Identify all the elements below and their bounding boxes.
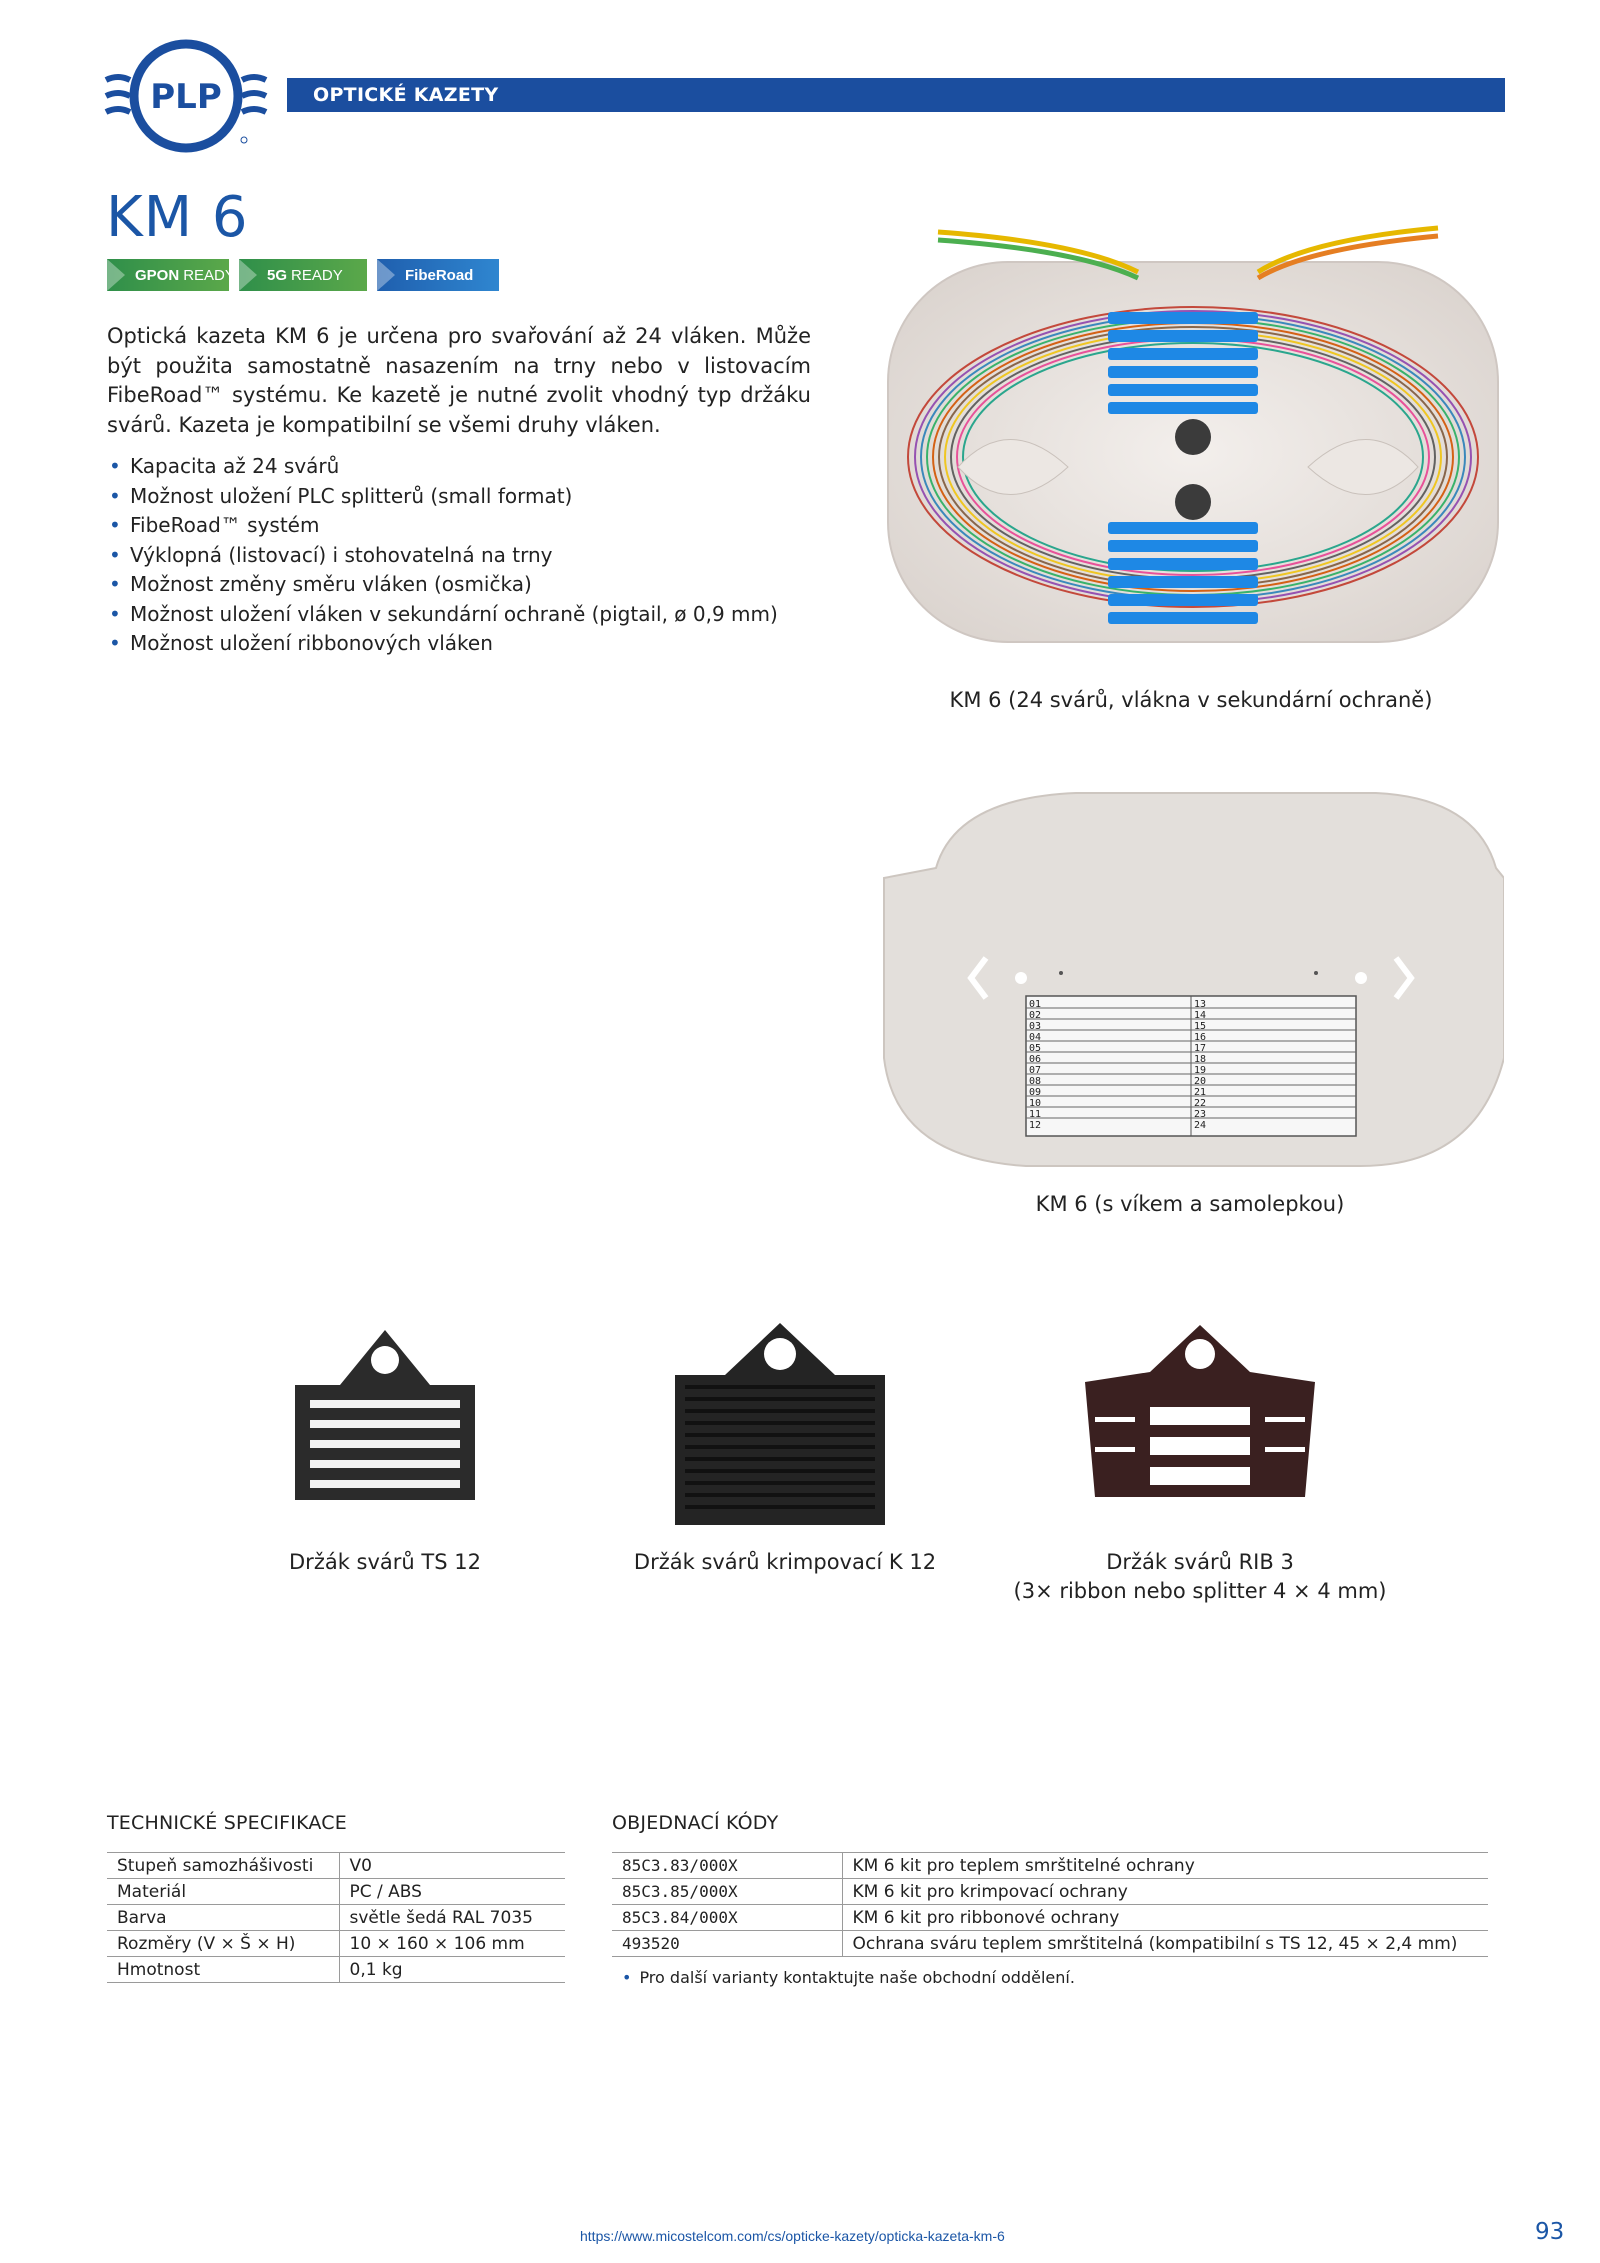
specs-title: TECHNICKÉ SPECIFIKACE <box>107 1812 347 1834</box>
cassette-lid-caption: KM 6 (s víkem a samolepkou) <box>1035 1192 1345 1216</box>
lid-number: 19 <box>1194 1065 1207 1076</box>
footer-url-link[interactable]: https://www.micostelcom.com/cs/opticke-kazety/opticka-kazeta-km-6 <box>580 2228 1005 2244</box>
badge-row <box>107 259 499 291</box>
lid-number: 23 <box>1194 1109 1207 1120</box>
orders-table <box>612 1852 1488 1957</box>
lid-number: 08 <box>1029 1076 1042 1087</box>
holder-ts12-photo <box>290 1325 480 1505</box>
feature-item: • FibeRoad™ systém <box>107 511 778 541</box>
lid-number: 22 <box>1194 1098 1207 1109</box>
feature-item: • Možnost uložení ribbonových vláken <box>107 629 778 659</box>
feature-item: • Možnost uložení PLC splitterů (small format) <box>107 482 778 512</box>
holder-rib3-photo <box>1080 1322 1320 1502</box>
table-row: Barva světle šedá RAL 7035 <box>107 1905 565 1931</box>
lid-number: 03 <box>1029 1021 1042 1032</box>
5g-ready-badge: 5G READY <box>239 259 367 291</box>
feature-item: • Výklopná (listovací) i stohovatelná na trny <box>107 541 778 571</box>
lid-number: 01 <box>1029 999 1042 1010</box>
gpon-ready-badge: GPON READY <box>107 259 229 291</box>
lid-number: 13 <box>1194 999 1207 1010</box>
lid-number: 12 <box>1029 1120 1042 1131</box>
lid-number: 18 <box>1194 1054 1207 1065</box>
holder-rib3-caption-line1: Držák svárů RIB 3 <box>1106 1550 1294 1574</box>
holder-k12-photo <box>670 1320 890 1530</box>
lid-number: 10 <box>1029 1098 1042 1109</box>
orders-note: • Pro další varianty kontaktujte naše obchodní oddělení. <box>622 1968 1075 1987</box>
lid-number: 02 <box>1029 1010 1042 1021</box>
lid-number: 06 <box>1029 1054 1042 1065</box>
table-row: 493520 Ochrana sváru teplem smrštitelná (kompatibilní s TS 12, 45 × 2,4 mm) <box>612 1931 1488 1957</box>
specs-table <box>107 1852 565 1983</box>
holder-rib3-caption <box>1000 1548 1400 1606</box>
feature-item: • Možnost uložení vláken v sekundární ochraně (pigtail, ø 0,9 mm) <box>107 600 778 630</box>
page-number: 93 <box>1535 2219 1565 2245</box>
lid-number: 20 <box>1194 1076 1207 1087</box>
lid-number: 05 <box>1029 1043 1042 1054</box>
lid-number: 04 <box>1029 1032 1042 1043</box>
holder-ts12-caption: Držák svárů TS 12 <box>289 1550 481 1574</box>
table-row: Rozměry (V × Š × H) 10 × 160 × 106 mm <box>107 1931 565 1957</box>
lid-number: 24 <box>1194 1120 1207 1131</box>
cassette-lid-photo <box>876 788 1504 1168</box>
section-title: OPTICKÉ KAZETY <box>313 84 499 106</box>
holder-rib3-caption-line2: (3× ribbon nebo splitter 4 × 4 mm) <box>1013 1579 1387 1603</box>
lid-number: 16 <box>1194 1032 1207 1043</box>
product-title: KM 6 <box>106 185 249 250</box>
logo-text: PLP <box>150 77 222 117</box>
lid-number: 09 <box>1029 1087 1042 1098</box>
holder-k12-caption: Držák svárů krimpovací K 12 <box>633 1550 937 1574</box>
feature-item: • Kapacita až 24 svárů <box>107 452 778 482</box>
lid-number: 15 <box>1194 1021 1207 1032</box>
feature-item: • Možnost změny směru vláken (osmička) <box>107 570 778 600</box>
table-row: 85C3.85/000X KM 6 kit pro krimpovací ochrany <box>612 1879 1488 1905</box>
intro-paragraph: Optická kazeta KM 6 je určena pro svařování až 24 vláken. Může být použita samostatně nasazením na trny nebo v listovacím FibeRoad™ systému. Ke kazetě je nutné zvolit vhodný typ držáku svárů. Kazeta je kompatibilní se všemi druhy vláken. <box>107 324 811 437</box>
orders-title: OBJEDNACÍ KÓDY <box>612 1812 779 1834</box>
lid-number: 14 <box>1194 1010 1207 1021</box>
fiberoad-badge: FibeRoad <box>377 259 499 291</box>
table-row: Stupeň samozhášivosti V0 <box>107 1853 565 1879</box>
table-row: 85C3.84/000X KM 6 kit pro ribbonové ochrany <box>612 1905 1488 1931</box>
table-row: 85C3.83/000X KM 6 kit pro teplem smrštitelné ochrany <box>612 1853 1488 1879</box>
plp-logo <box>104 36 268 156</box>
lid-number: 21 <box>1194 1087 1207 1098</box>
lid-number: 07 <box>1029 1065 1042 1076</box>
lid-number: 17 <box>1194 1043 1207 1054</box>
lid-number: 11 <box>1029 1109 1042 1120</box>
cassette-open-caption: KM 6 (24 svárů, vlákna v sekundární ochraně) <box>949 688 1433 712</box>
section-header-bar <box>287 78 1505 112</box>
table-row: Materiál PC / ABS <box>107 1879 565 1905</box>
cassette-open-photo <box>878 222 1504 662</box>
table-row: Hmotnost 0,1 kg <box>107 1957 565 1983</box>
feature-list <box>107 452 778 659</box>
